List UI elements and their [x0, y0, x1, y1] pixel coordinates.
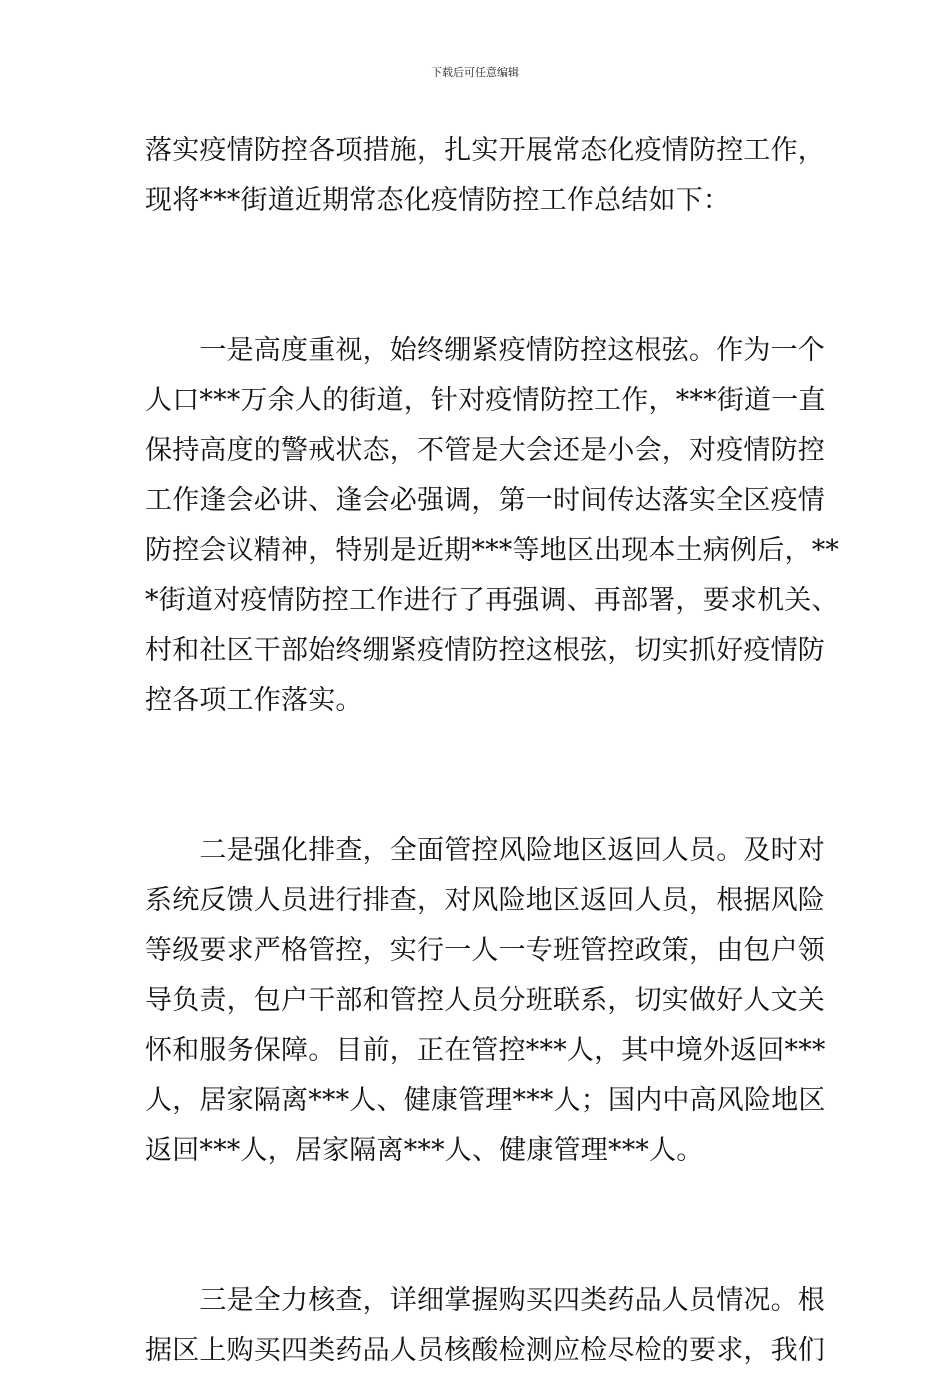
- paragraph-three: [145, 1276, 825, 1376]
- text-line: 返回***人，居家隔离***人、健康管理***人。: [145, 1135, 704, 1166]
- text-line: 控各项工作落实。: [145, 685, 363, 716]
- text-line: 一是高度重视，始终绷紧疫情防控这根弦。作为一个: [145, 335, 825, 366]
- paragraph-gap: [145, 276, 805, 326]
- text-line: 怀和服务保障。目前，正在管控***人，其中境外返回***: [145, 1035, 826, 1066]
- text-line: *街道对疫情防控工作进行了再强调、再部署，要求机关、: [145, 585, 839, 616]
- page-header: 下载后可任意编辑: [431, 66, 519, 79]
- paragraph-gap: [145, 726, 805, 776]
- text-line: 现将***街道近期常态化疫情防控工作总结如下：: [145, 185, 731, 216]
- text-line: 导负责，包户干部和管控人员分班联系，切实做好人文关: [145, 985, 825, 1016]
- text-line: 系统反馈人员进行排查，对风险地区返回人员，根据风险: [145, 885, 825, 916]
- paragraph-one: [145, 326, 840, 726]
- document-body: [145, 126, 840, 1376]
- text-line: 人，居家隔离***人、健康管理***人；国内中高风险地区: [145, 1085, 826, 1116]
- intro-paragraph: [145, 126, 825, 226]
- text-line: 人口***万余人的街道，针对疫情防控工作，***街道一直: [145, 385, 826, 416]
- paragraph-gap: [145, 776, 805, 826]
- text-line: 等级要求严格管控，实行一人一专班管控政策，由包户领: [145, 935, 825, 966]
- text-line: 防控会议精神，特别是近期***等地区出现本土病例后，**: [145, 535, 840, 566]
- paragraph-two: [145, 826, 826, 1176]
- text-line: 三是全力核查，详细掌握购买四类药品人员情况。根: [145, 1285, 825, 1316]
- paragraph-gap: [145, 1226, 805, 1276]
- text-line: 村和社区干部始终绷紧疫情防控这根弦，切实抓好疫情防: [145, 635, 825, 666]
- text-line: 落实疫情防控各项措施，扎实开展常态化疫情防控工作，: [145, 135, 825, 166]
- text-line: 工作逢会必讲、逢会必强调，第一时间传达落实全区疫情: [145, 485, 825, 516]
- text-line: 据区上购买四类药品人员核酸检测应检尽检的要求，我们: [145, 1335, 825, 1366]
- paragraph-gap: [145, 1176, 805, 1226]
- text-line: 二是强化排查，全面管控风险地区返回人员。及时对: [145, 835, 825, 866]
- text-line: 保持高度的警戒状态，不管是大会还是小会，对疫情防控: [145, 435, 825, 466]
- paragraph-gap: [145, 226, 805, 276]
